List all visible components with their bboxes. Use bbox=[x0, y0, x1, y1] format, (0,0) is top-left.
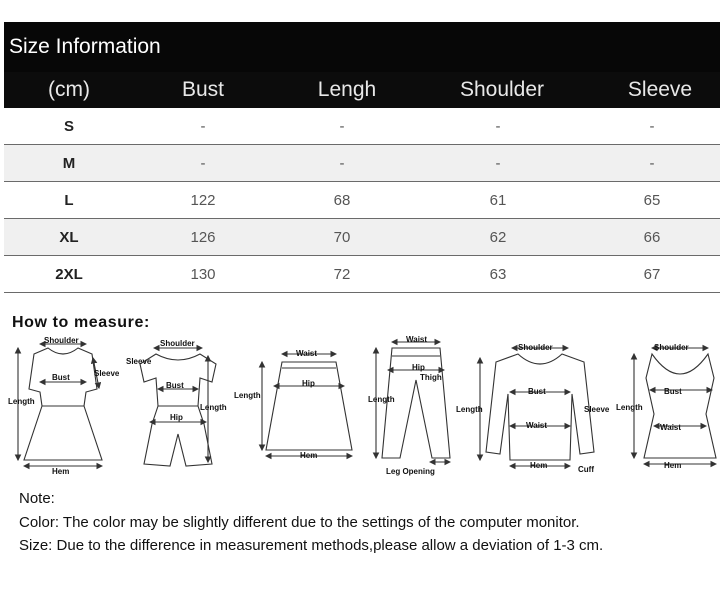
length-value: 72 bbox=[333, 265, 351, 283]
size-info-title: Size Information bbox=[4, 22, 720, 72]
length-header: Lengh bbox=[317, 78, 377, 101]
romper-shoulder-label: Shoulder bbox=[160, 339, 195, 348]
bust-value: - bbox=[200, 154, 206, 172]
table-row bbox=[4, 219, 720, 256]
size-label: S bbox=[63, 117, 74, 135]
blouse-diagram bbox=[480, 348, 594, 466]
bust-header: Bust bbox=[181, 78, 225, 101]
dress-bust-label: Bust bbox=[52, 373, 70, 382]
skirt-hem-label: Hem bbox=[300, 451, 318, 460]
skirt-waist-label: Waist bbox=[296, 349, 318, 358]
shoulder-value: - bbox=[495, 154, 501, 172]
table-row bbox=[4, 182, 720, 219]
size-label: M bbox=[62, 154, 76, 172]
bust-value: 122 bbox=[190, 191, 216, 209]
blouse-sleeve-label: Sleeve bbox=[584, 405, 610, 414]
length-value: 70 bbox=[333, 228, 351, 246]
tank-hem-label: Hem bbox=[664, 461, 682, 470]
pants-waist-label: Waist bbox=[406, 335, 428, 344]
unit-header: (cm) bbox=[48, 78, 90, 101]
tank-shoulder-label: Shoulder bbox=[654, 343, 689, 352]
length-value: 68 bbox=[333, 191, 351, 209]
pants-hip-label: Hip bbox=[412, 363, 425, 372]
size-label: XL bbox=[59, 228, 79, 246]
tank-waist-label: Waist bbox=[660, 423, 682, 432]
dress-shoulder-label: Shoulder bbox=[44, 336, 79, 345]
bust-value: - bbox=[200, 117, 206, 135]
shoulder-value: - bbox=[495, 117, 501, 135]
pants-leg-opening-label: Leg Opening bbox=[386, 467, 435, 476]
bust-value: 130 bbox=[190, 265, 216, 283]
sleeve-value: - bbox=[649, 117, 655, 135]
note-color: Color: The color may be slightly different due to the settings of the computer monitor. bbox=[19, 513, 580, 531]
note-size: Size: Due to the difference in measurement methods,please allow a deviation of 1-3 cm. bbox=[19, 537, 604, 554]
size-table-body bbox=[4, 108, 720, 293]
tank-diagram bbox=[634, 348, 716, 464]
shoulder-value: 63 bbox=[489, 265, 507, 283]
sleeve-value: 66 bbox=[643, 228, 661, 246]
romper-length-label: Length bbox=[200, 403, 227, 412]
blouse-length-label: Length bbox=[456, 405, 483, 414]
romper-bust-label: Bust bbox=[166, 381, 184, 390]
skirt-hip-label: Hip bbox=[302, 379, 315, 388]
sleeve-value: 67 bbox=[643, 265, 661, 283]
length-value: - bbox=[339, 117, 345, 135]
pants-thigh-label: Thigh bbox=[420, 373, 442, 382]
size-label: 2XL bbox=[55, 265, 83, 283]
blouse-hem-label: Hem bbox=[530, 461, 548, 470]
shoulder-value: 62 bbox=[489, 228, 507, 246]
pants-length-label: Length bbox=[368, 395, 395, 404]
bust-value: 126 bbox=[190, 228, 216, 246]
sleeve-value: 65 bbox=[643, 191, 661, 209]
shoulder-header: Shoulder bbox=[459, 78, 545, 101]
note-heading: Note: bbox=[19, 490, 55, 507]
measurement-diagrams bbox=[4, 334, 720, 484]
romper-sleeve-label: Sleeve bbox=[126, 357, 152, 366]
size-table-header bbox=[4, 72, 720, 108]
table-row bbox=[4, 108, 720, 145]
length-value: - bbox=[339, 154, 345, 172]
romper-hip-label: Hip bbox=[170, 413, 183, 422]
dress-hem-label: Hem bbox=[52, 467, 70, 476]
skirt-diagram bbox=[262, 354, 352, 456]
sleeve-header: Sleeve bbox=[627, 78, 693, 101]
blouse-bust-label: Bust bbox=[528, 387, 546, 396]
tank-length-label: Length bbox=[616, 403, 643, 412]
skirt-length-label: Length bbox=[234, 391, 261, 400]
blouse-cuff-label: Cuff bbox=[578, 465, 594, 474]
blouse-waist-label: Waist bbox=[526, 421, 548, 430]
tank-bust-label: Bust bbox=[664, 387, 682, 396]
how-to-measure-heading: How to measure: bbox=[12, 314, 150, 331]
table-row bbox=[4, 145, 720, 182]
dress-sleeve-label: Sleeve bbox=[94, 369, 120, 378]
sleeve-value: - bbox=[649, 154, 655, 172]
dress-length-label: Length bbox=[8, 397, 35, 406]
table-row bbox=[4, 256, 720, 293]
shoulder-value: 61 bbox=[489, 191, 507, 209]
notes-section bbox=[19, 487, 603, 558]
blouse-shoulder-label: Shoulder bbox=[518, 343, 553, 352]
size-label: L bbox=[64, 191, 74, 209]
